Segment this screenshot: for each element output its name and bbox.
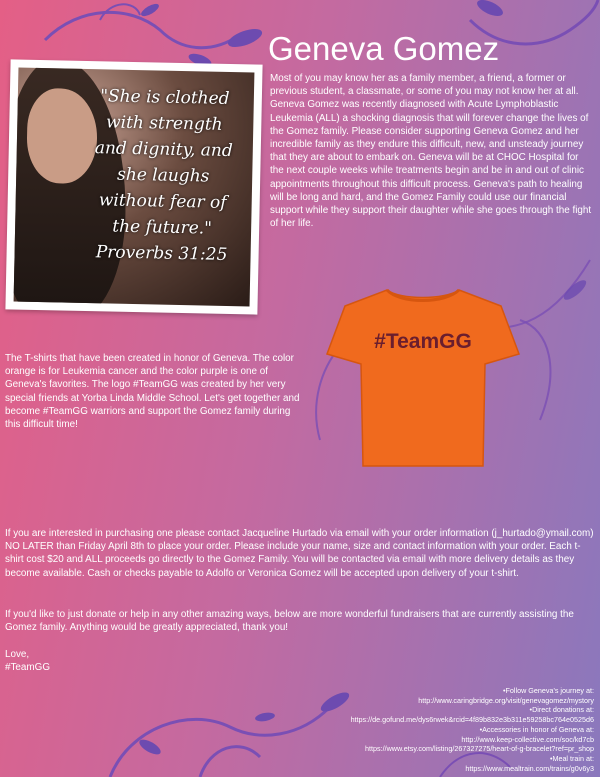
fundraiser-links xyxy=(174,686,594,773)
link-etsy[interactable]: https://www.etsy.com/listing/267327275/heart-of-g-bracelet?ref=pr_shop xyxy=(365,744,594,754)
tshirt-print: #TeamGG xyxy=(374,330,472,353)
link-label-meal-train: •Meal train at: xyxy=(549,753,594,763)
closing-love: Love, xyxy=(5,649,30,660)
link-mealtrain[interactable]: https://www.mealtrain.com/trains/g0v6y3 xyxy=(465,763,594,773)
order-paragraph: If you are interested in purchasing one please contact Jacqueline Hurtado via email with your order information (j_hurtado@ymail.com) NO LATER than Friday April 8th to place your order. Please include your name, size and contact information with your order. Each t-shirt cost $20 and ALL proceeds go directly to the Gomez Family. You will be contacted via email with more delivery details as they become available. Cash or checks payable to Adolfo or Veronica Gomez will be accepted upon delivery of your t-shirt. xyxy=(5,528,594,579)
photo-image xyxy=(14,68,255,307)
link-label-accessories: •Accessories in honor of Geneva at: xyxy=(479,724,594,734)
link-label-journey: •Follow Geneva's journey at: xyxy=(503,686,594,695)
donate-paragraph: If you'd like to just donate or help in any other amazing ways, below are more wonderful fundraisers that are currently assisting the Gomez family. Anything would be greatly appreciated, thank you! xyxy=(5,609,574,634)
photo-quote: "She is clothed with strength and dignity, and she laughs without fear of the future." Proverbs 31:25 xyxy=(94,86,233,265)
tshirt-image xyxy=(325,282,521,470)
link-label-donations: •Direct donations at: xyxy=(529,705,594,715)
page-title: Geneva Gomez xyxy=(268,30,500,67)
tshirt-shape xyxy=(327,290,519,466)
bio-paragraph: Most of you may know her as a family member, a friend, a former or previous student, a classmate, or some of you may not know her at all. Geneva Gomez was recently diagnosed with Acute Lymphoblastic Leukemia (ALL) a shocking diagnosis that will forever change the lives of the Gomez family. Please consider supporting Geneva Gomez and her incredible family as they endure this difficult, new, and unsteady journey that they are about to embark on. Geneva will be at CHOC Hospital for the next couple weeks while treatments begin and be in and out of clinic appointments throughout this difficult process. Geneva's path to healing will be long and hard, and the Gomez Family could use our financial support while they support their daughter while she goes through the fight of her life. xyxy=(270,73,592,230)
closing-teamgg: #TeamGG xyxy=(5,662,50,674)
link-keep-collective[interactable]: http://www.keep-collective.com/soc/kd7cb xyxy=(461,734,594,744)
link-gofundme[interactable]: https://de.gofund.me/dys6rwek&rcid=4f89b832e3b311e59258bc764e0525d6 xyxy=(350,715,594,725)
tshirt-paragraph: The T-shirts that have been created in honor of Geneva. The color orange is for Leukemia cancer and the color purple is one of Geneva's favorites. The logo #TeamGG was created by her very special friends at Yorba Linda Middle School. Let's get together and become #TeamGG warriors and support the Gomez family during this difficult time! xyxy=(5,353,300,431)
closing-signature xyxy=(5,648,50,674)
geneva-photo xyxy=(5,59,262,314)
link-caringbridge[interactable]: http://www.caringbridge.org/visit/genevagomez/mystory xyxy=(418,695,594,705)
